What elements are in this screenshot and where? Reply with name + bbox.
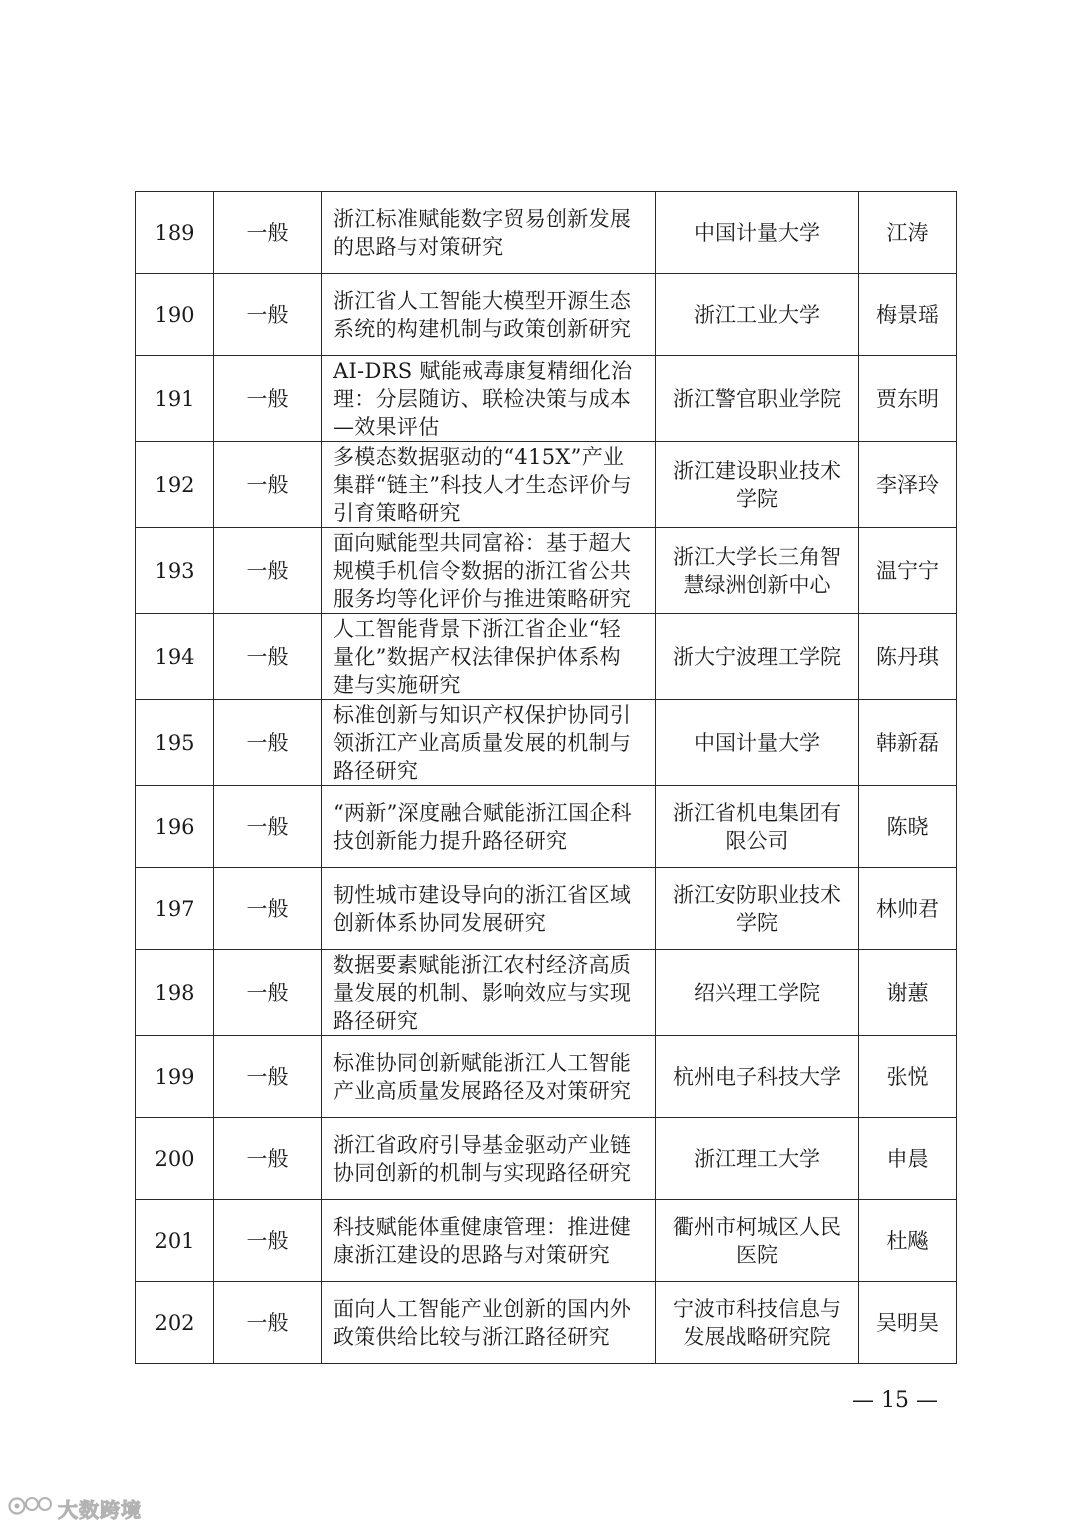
table-row <box>136 950 957 1036</box>
row-person: 张悦 <box>859 1036 957 1118</box>
table-row <box>136 442 957 528</box>
row-person: 林帅君 <box>859 868 957 950</box>
table-row <box>136 1200 957 1282</box>
row-category: 一般 <box>214 1036 322 1118</box>
row-title: 韧性城市建设导向的浙江省区域创新体系协同发展研究 <box>322 868 656 950</box>
watermark <box>8 1494 142 1522</box>
row-number: 189 <box>136 192 214 274</box>
table-row <box>136 274 957 356</box>
row-person: 贾东明 <box>859 356 957 442</box>
row-person: 吴明昊 <box>859 1282 957 1364</box>
table-row <box>136 528 957 614</box>
row-person: 陈晓 <box>859 786 957 868</box>
row-category: 一般 <box>214 1282 322 1364</box>
row-title: 浙江省人工智能大模型开源生态系统的构建机制与政策创新研究 <box>322 274 656 356</box>
table-row <box>136 700 957 786</box>
watermark-text: 大数跨境 <box>58 1497 142 1522</box>
row-organization: 中国计量大学 <box>656 700 859 786</box>
row-person: 梅景瑶 <box>859 274 957 356</box>
row-title: 数据要素赋能浙江农村经济高质量发展的机制、影响效应与实现路径研究 <box>322 950 656 1036</box>
row-category: 一般 <box>214 442 322 528</box>
row-category: 一般 <box>214 786 322 868</box>
row-number: 197 <box>136 868 214 950</box>
row-organization: 浙江省机电集团有限公司 <box>656 786 859 868</box>
row-number: 199 <box>136 1036 214 1118</box>
row-title: 标准协同创新赋能浙江人工智能产业高质量发展路径及对策研究 <box>322 1036 656 1118</box>
row-category: 一般 <box>214 356 322 442</box>
row-number: 192 <box>136 442 214 528</box>
table-row <box>136 356 957 442</box>
row-title: 面向赋能型共同富裕：基于超大规模手机信令数据的浙江省公共服务均等化评价与推进策略研究 <box>322 528 656 614</box>
row-title: 浙江标准赋能数字贸易创新发展的思路与对策研究 <box>322 192 656 274</box>
row-person: 江涛 <box>859 192 957 274</box>
row-organization: 浙大宁波理工学院 <box>656 614 859 700</box>
row-number: 196 <box>136 786 214 868</box>
row-title: AI-DRS 赋能戒毒康复精细化治理：分层随访、联检决策与成本—效果评估 <box>322 356 656 442</box>
row-category: 一般 <box>214 192 322 274</box>
row-number: 201 <box>136 1200 214 1282</box>
row-title: “两新”深度融合赋能浙江国企科技创新能力提升路径研究 <box>322 786 656 868</box>
row-organization: 中国计量大学 <box>656 192 859 274</box>
row-title: 浙江省政府引导基金驱动产业链协同创新的机制与实现路径研究 <box>322 1118 656 1200</box>
table-row <box>136 1282 957 1364</box>
table-row <box>136 1036 957 1118</box>
row-category: 一般 <box>214 950 322 1036</box>
row-number: 202 <box>136 1282 214 1364</box>
row-title: 标准创新与知识产权保护协同引领浙江产业高质量发展的机制与路径研究 <box>322 700 656 786</box>
row-title: 人工智能背景下浙江省企业“轻量化”数据产权法律保护体系构建与实施研究 <box>322 614 656 700</box>
row-number: 200 <box>136 1118 214 1200</box>
row-number: 195 <box>136 700 214 786</box>
row-category: 一般 <box>214 528 322 614</box>
row-organization: 浙江警官职业学院 <box>656 356 859 442</box>
row-number: 194 <box>136 614 214 700</box>
row-person: 申晨 <box>859 1118 957 1200</box>
row-person: 韩新磊 <box>859 700 957 786</box>
row-organization: 绍兴理工学院 <box>656 950 859 1036</box>
table-row <box>136 614 957 700</box>
brand-logo-icon <box>8 1493 54 1523</box>
row-organization: 浙江工业大学 <box>656 274 859 356</box>
row-person: 李泽玲 <box>859 442 957 528</box>
table-row <box>136 1118 957 1200</box>
table-row <box>136 786 957 868</box>
row-category: 一般 <box>214 614 322 700</box>
row-organization: 浙江安防职业技术学院 <box>656 868 859 950</box>
row-category: 一般 <box>214 868 322 950</box>
page-number: — 15 — <box>852 1388 938 1413</box>
project-table <box>135 191 957 1364</box>
row-category: 一般 <box>214 1118 322 1200</box>
row-person: 温宁宁 <box>859 528 957 614</box>
row-number: 191 <box>136 356 214 442</box>
row-organization: 浙江理工大学 <box>656 1118 859 1200</box>
table-row <box>136 192 957 274</box>
row-title: 多模态数据驱动的“415X”产业集群“链主”科技人才生态评价与引育策略研究 <box>322 442 656 528</box>
row-category: 一般 <box>214 1200 322 1282</box>
row-organization: 浙江大学长三角智慧绿洲创新中心 <box>656 528 859 614</box>
row-person: 杜飚 <box>859 1200 957 1282</box>
row-organization: 宁波市科技信息与发展战略研究院 <box>656 1282 859 1364</box>
row-person: 谢蕙 <box>859 950 957 1036</box>
row-category: 一般 <box>214 274 322 356</box>
row-organization: 杭州电子科技大学 <box>656 1036 859 1118</box>
row-number: 190 <box>136 274 214 356</box>
row-category: 一般 <box>214 700 322 786</box>
row-number: 193 <box>136 528 214 614</box>
row-organization: 浙江建设职业技术学院 <box>656 442 859 528</box>
row-title: 科技赋能体重健康管理：推进健康浙江建设的思路与对策研究 <box>322 1200 656 1282</box>
row-person: 陈丹琪 <box>859 614 957 700</box>
row-organization: 衢州市柯城区人民医院 <box>656 1200 859 1282</box>
table-row <box>136 868 957 950</box>
row-number: 198 <box>136 950 214 1036</box>
row-title: 面向人工智能产业创新的国内外政策供给比较与浙江路径研究 <box>322 1282 656 1364</box>
